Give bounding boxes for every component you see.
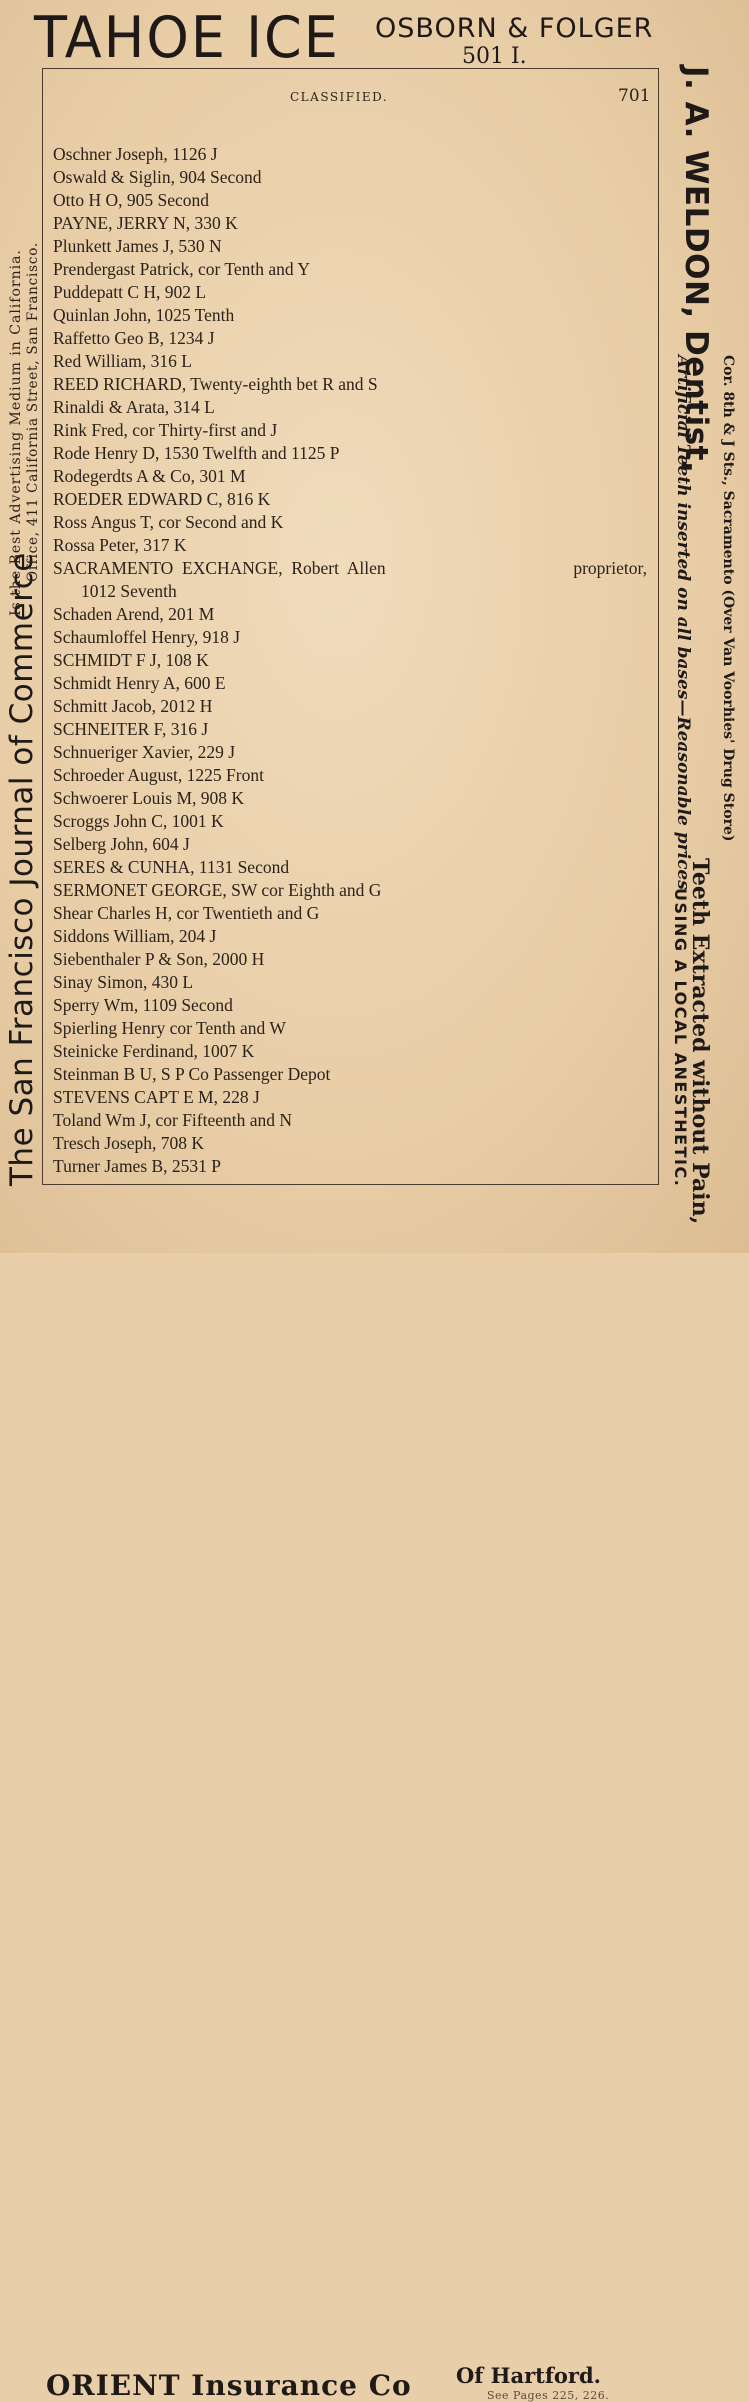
top-advertisement-banner <box>0 0 749 70</box>
list-item: Otto H O, 905 Second <box>53 190 210 210</box>
list-item: STEVENS CAPT E M, 228 J <box>53 1087 260 1107</box>
journal-office-address: Office, 411 California Street, San Francisco. <box>25 241 41 582</box>
weldon-teeth-extracted: Teeth Extracted without Pain, <box>687 858 713 1225</box>
list-item: Tresch Joseph, 708 K <box>53 1133 205 1153</box>
list-item: Toland Wm J, cor Fifteenth and N <box>53 1110 293 1130</box>
weldon-dentist-ad: J. A. WELDON, Dentist, <box>678 66 714 474</box>
journal-of-commerce-ad: The San Francisco Journal of Commerce <box>4 552 40 1186</box>
list-item: Spierling Henry cor Tenth and W <box>53 1018 286 1038</box>
list-item: Shear Charles H, cor Twentieth and G <box>53 903 320 923</box>
list-item: Rinaldi & Arata, 314 L <box>53 397 215 417</box>
section-heading: CLASSIFIED. <box>290 90 389 104</box>
bottom-advertisement-banner <box>0 1183 749 2402</box>
list-item: Schwoerer Louis M, 908 K <box>53 788 245 808</box>
list-item: Schmidt Henry A, 600 E <box>53 673 226 693</box>
directory-listing <box>53 143 653 1178</box>
list-item: Rossa Peter, 317 K <box>53 535 187 555</box>
list-item: Plunkett James J, 530 N <box>53 236 222 256</box>
list-item: SERMONET GEORGE, SW cor Eighth and G <box>53 880 382 900</box>
list-item: Schaden Arend, 201 M <box>53 604 215 624</box>
list-item: Rode Henry D, 1530 Twelfth and 1125 P <box>53 443 340 463</box>
list-item: SERES & CUNHA, 1131 Second <box>53 857 290 877</box>
list-item: ROEDER EDWARD C, 816 K <box>53 489 271 509</box>
list-item: Rink Fred, cor Thirty-first and J <box>53 420 278 440</box>
list-item-continuation <box>53 580 653 603</box>
list-item: Turner James B, 2531 P <box>53 1156 222 1176</box>
list-item-sacramento-exchange <box>53 557 653 580</box>
weldon-address: Cor. 8th & J Sts., Sacramento (Over Van Voorhies' Drug Store) <box>720 355 736 842</box>
list-item: Schroeder August, 1225 Front <box>53 765 264 785</box>
journal-tagline: Is the Best Advertising Medium in California. <box>8 249 24 616</box>
osborn-folger-address: 501 I. <box>462 44 527 69</box>
list-item: Raffetto Geo B, 1234 J <box>53 328 215 348</box>
see-pages-note: See Pages 225, 226. <box>487 2389 610 2402</box>
list-item: Rodegerdts A & Co, 301 M <box>53 466 246 486</box>
list-item: Siddons William, 204 J <box>53 926 217 946</box>
page-number: 701 <box>618 86 651 106</box>
list-item: SCHNEITER F, 316 J <box>53 719 209 739</box>
list-item: Schaumloffel Henry, 918 J <box>53 627 241 647</box>
list-item: Prendergast Patrick, cor Tenth and Y <box>53 259 310 279</box>
weldon-artificial-teeth: Artificial Teeth inserted on all bases—Reasonable prices <box>673 355 693 890</box>
list-item: Sinay Simon, 430 L <box>53 972 194 992</box>
list-item: Scroggs John C, 1001 K <box>53 811 224 831</box>
list-item: SCHMIDT F J, 108 K <box>53 650 209 670</box>
list-item: PAYNE, JERRY N, 330 K <box>53 213 238 233</box>
list-item: Steinman B U, S P Co Passenger Depot <box>53 1064 331 1084</box>
list-item: Oschner Joseph, 1126 J <box>53 144 218 164</box>
list-item: Sperry Wm, 1109 Second <box>53 995 233 1015</box>
list-item: Steinicke Ferdinand, 1007 K <box>53 1041 255 1061</box>
hartford-ad: Of Hartford. <box>456 2363 601 2388</box>
list-item: Schmitt Jacob, 2012 H <box>53 696 213 716</box>
sacramento-exchange-address: 1012 Seventh <box>81 581 177 601</box>
list-item: Selberg John, 604 J <box>53 834 190 854</box>
list-item: Schnueriger Xavier, 229 J <box>53 742 236 762</box>
list-item: Quinlan John, 1025 Tenth <box>53 305 235 325</box>
list-item: Oswald & Siglin, 904 Second <box>53 167 262 187</box>
list-item: Siebenthaler P & Son, 2000 H <box>53 949 265 969</box>
sacramento-exchange-name: SACRAMENTO EXCHANGE, Robert Allen <box>53 558 386 578</box>
list-item: Puddepatt C H, 902 L <box>53 282 207 302</box>
orient-insurance-ad: ORIENT Insurance Co <box>46 2369 412 2402</box>
osborn-folger-ad: OSBORN & FOLGER <box>375 13 654 44</box>
weldon-anesthetic: USING A LOCAL ANESTHETIC. <box>671 888 690 1188</box>
list-item: Red William, 316 L <box>53 351 192 371</box>
tahoe-ice-ad: TAHOE ICE <box>34 4 340 71</box>
list-item: REED RICHARD, Twenty-eighth bet R and S <box>53 374 378 394</box>
list-item: Ross Angus T, cor Second and K <box>53 512 284 532</box>
sacramento-exchange-role: proprietor, <box>573 558 647 578</box>
